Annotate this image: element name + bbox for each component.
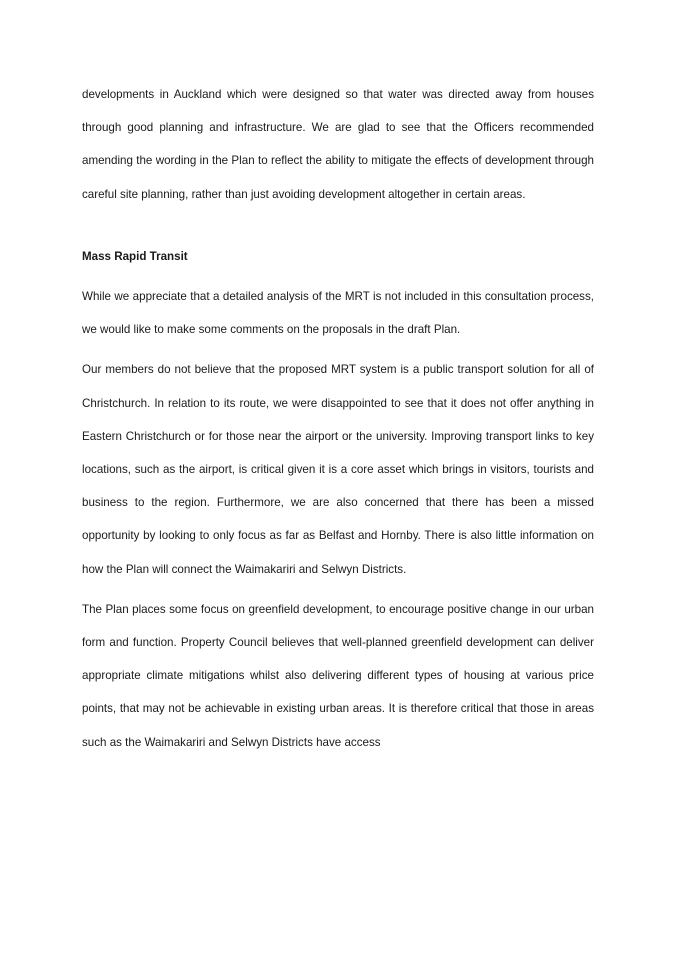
section-heading-mass-rapid-transit: Mass Rapid Transit (82, 249, 188, 263)
paragraph-greenfield-development: The Plan places some focus on greenfield development, to encourage positive change in our urban form and function. Property Council believes that well-planned greenfield development can deliver appropriate climate mitigations whilst also delivering different types of housing at various price points, that may not be achievable in existing urban areas. It is therefore critical that those in areas such as the Waimakariri and Selwyn Districts have access (82, 602, 594, 749)
paragraph-flood-mitigation: developments in Auckland which were designed so that water was directed away from houses through good planning and infrastructure. We are glad to see that the Officers recommended amending the wording in the Plan to reflect the ability to mitigate the effects of development through careful site planning, rather than just avoiding development altogether in certain areas. (82, 88, 594, 201)
paragraph-mrt-route: Our members do not believe that the proposed MRT system is a public transport solution for all of Christchurch. In relation to its route, we were disappointed to see that it does not offer anything in Eastern Christchurch or for those near the airport or the university. Improving transport links to key locations, such as the airport, is critical given it is a core asset which brings in visitors, tourists and business to the region. Furthermore, we are also concerned that there has been a missed opportunity by looking to only focus as far as Belfast and Hornby. There is also little information on how the Plan will connect the Waimakariri and Selwyn Districts. (82, 363, 594, 576)
document-body (82, 78, 594, 759)
paragraph-mrt-intro: While we appreciate that a detailed analysis of the MRT is not included in this consultation process, we would like to make some comments on the proposals in the draft Plan. (82, 290, 594, 337)
